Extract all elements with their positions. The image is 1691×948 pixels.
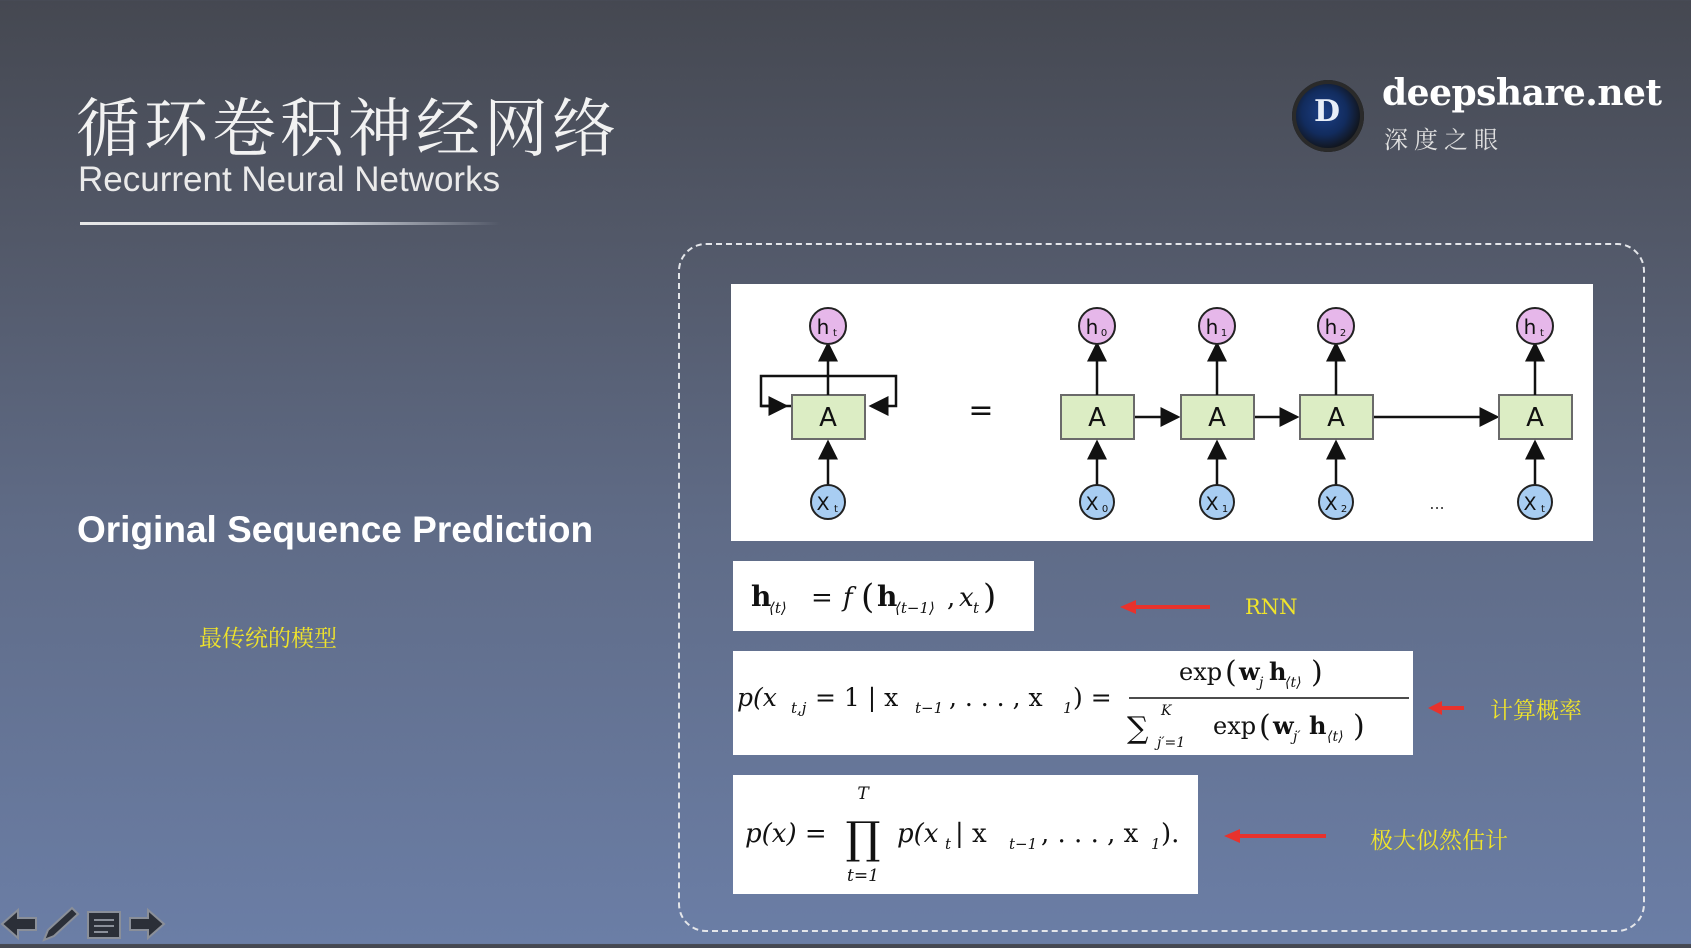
rolled-rnn-cell (761, 308, 896, 519)
svg-text:X: X (1324, 493, 1338, 515)
svg-text:, . . . , x: , . . . , x (949, 683, 1043, 712)
svg-text:p(x) =: p(x) = (745, 819, 827, 849)
svg-text:0: 0 (1101, 504, 1109, 515)
svg-text:) =: ) = (1073, 683, 1112, 712)
svg-text:t: t (833, 328, 837, 339)
svg-text:=: = (811, 583, 833, 613)
svg-text:1: 1 (1220, 328, 1228, 339)
svg-text:h: h (1085, 315, 1099, 339)
title-underline (80, 222, 500, 225)
rnn-diagram (731, 284, 1593, 541)
slide-title-english: Recurrent Neural Networks (78, 160, 501, 199)
rnn-equation (733, 561, 1034, 631)
svg-text:t: t (1540, 328, 1544, 339)
svg-text:t,j: t,j (791, 699, 807, 717)
svg-text:h: h (1324, 315, 1338, 339)
svg-text:T: T (857, 784, 869, 804)
svg-text:x: x (959, 583, 974, 613)
svg-text:w: w (1273, 711, 1294, 740)
svg-text:h: h (877, 580, 898, 613)
svg-text:⟨t⟩: ⟨t⟩ (769, 599, 787, 617)
svg-text:t: t (834, 504, 838, 515)
unrolled-step-0 (1061, 308, 1134, 519)
unrolled-step-t (1499, 308, 1572, 519)
svg-text:h: h (1309, 711, 1327, 740)
svg-text:f: f (843, 583, 853, 613)
svg-text:): ) (1311, 655, 1323, 690)
annotation-compute-probability: 计算概率 (1490, 698, 1582, 724)
svg-text:(: ( (1225, 655, 1237, 690)
svg-text:p(x: p(x (897, 819, 939, 849)
svg-text:K: K (1161, 703, 1172, 719)
svg-text:A: A (1088, 403, 1106, 433)
svg-text:1: 1 (1151, 835, 1161, 853)
svg-text:1: 1 (1221, 504, 1229, 515)
svg-text:h: h (816, 315, 830, 339)
slides-menu-icon[interactable] (88, 912, 120, 938)
svg-text:A: A (1526, 403, 1544, 433)
unrolled-rnn-chain (1061, 308, 1572, 519)
svg-text:w: w (1239, 657, 1260, 686)
svg-text:h: h (1269, 657, 1287, 686)
svg-text:⟨t⟩: ⟨t⟩ (1327, 729, 1344, 745)
svg-text:X: X (1205, 493, 1219, 515)
arrow-right-icon[interactable] (130, 910, 164, 938)
annotation-rnn: RNN (1245, 595, 1298, 619)
brand-logo (1290, 72, 1662, 162)
svg-text:): ) (1353, 709, 1365, 744)
equals-sign: = (968, 393, 994, 428)
prob-arrow-icon (1428, 698, 1466, 718)
svg-text:, . . . , x: , . . . , x (1041, 819, 1139, 849)
unrolled-step-2 (1300, 308, 1373, 519)
svg-text:∑: ∑ (1127, 711, 1149, 746)
ellipsis: ... (1429, 494, 1445, 513)
svg-text:t−1: t−1 (1009, 835, 1038, 853)
svg-text:): ) (983, 577, 997, 617)
svg-text:0: 0 (1100, 328, 1108, 339)
svg-text:∏: ∏ (845, 813, 881, 864)
svg-text:A: A (1208, 403, 1226, 433)
svg-text:h: h (1205, 315, 1219, 339)
svg-text:2: 2 (1340, 504, 1348, 515)
svg-text:X: X (1085, 493, 1099, 515)
svg-text:h: h (1523, 315, 1537, 339)
rnn-arrow-icon (1120, 597, 1212, 617)
svg-text:j: j (1259, 675, 1264, 691)
logo-eye-icon: D (1292, 80, 1364, 152)
svg-text:,: , (947, 583, 956, 613)
svg-text:t: t (973, 599, 980, 617)
svg-text:).: ). (1161, 819, 1180, 849)
slide-title: 循环卷积神经网络 (76, 93, 620, 167)
svg-text:t=1: t=1 (847, 866, 879, 886)
svg-text:= 1 | x: = 1 | x (815, 683, 899, 712)
svg-text:X: X (1523, 493, 1537, 515)
svg-text:⟨t⟩: ⟨t⟩ (1285, 675, 1302, 691)
arrow-left-icon[interactable] (2, 910, 36, 938)
logo-name-cn: 深度之眼 (1384, 126, 1504, 154)
svg-text:A: A (819, 403, 837, 433)
unrolled-step-1 (1181, 308, 1254, 519)
logo-domain: deepshare.net (1382, 72, 1662, 114)
svg-text:h: h (751, 580, 772, 613)
svg-text:j′=1: j′=1 (1157, 735, 1186, 751)
softmax-equation (733, 651, 1413, 755)
svg-text:A: A (1327, 403, 1345, 433)
slide-nav (0, 904, 170, 944)
svg-text:(: ( (1259, 709, 1271, 744)
svg-text:t: t (945, 835, 952, 853)
svg-text:⟨t−1⟩: ⟨t−1⟩ (895, 599, 935, 617)
pen-icon[interactable] (44, 908, 78, 940)
svg-text:| x: | x (955, 819, 987, 849)
svg-text:p(x: p(x (737, 683, 777, 712)
model-note: 最传统的模型 (199, 626, 337, 652)
svg-text:exp: exp (1179, 658, 1223, 686)
svg-text:2: 2 (1339, 328, 1347, 339)
mle-arrow-icon (1224, 826, 1328, 846)
svg-text:t: t (1541, 504, 1545, 515)
svg-text:j′: j′ (1293, 729, 1301, 745)
likelihood-equation (733, 775, 1198, 894)
annotation-max-likelihood: 极大似然估计 (1370, 828, 1508, 854)
svg-text:X: X (816, 493, 830, 515)
section-heading: Original Sequence Prediction (77, 509, 594, 550)
svg-text:exp: exp (1213, 712, 1257, 740)
svg-text:1: 1 (1063, 699, 1073, 717)
svg-text:t−1: t−1 (915, 699, 944, 717)
svg-text:(: ( (861, 577, 875, 617)
